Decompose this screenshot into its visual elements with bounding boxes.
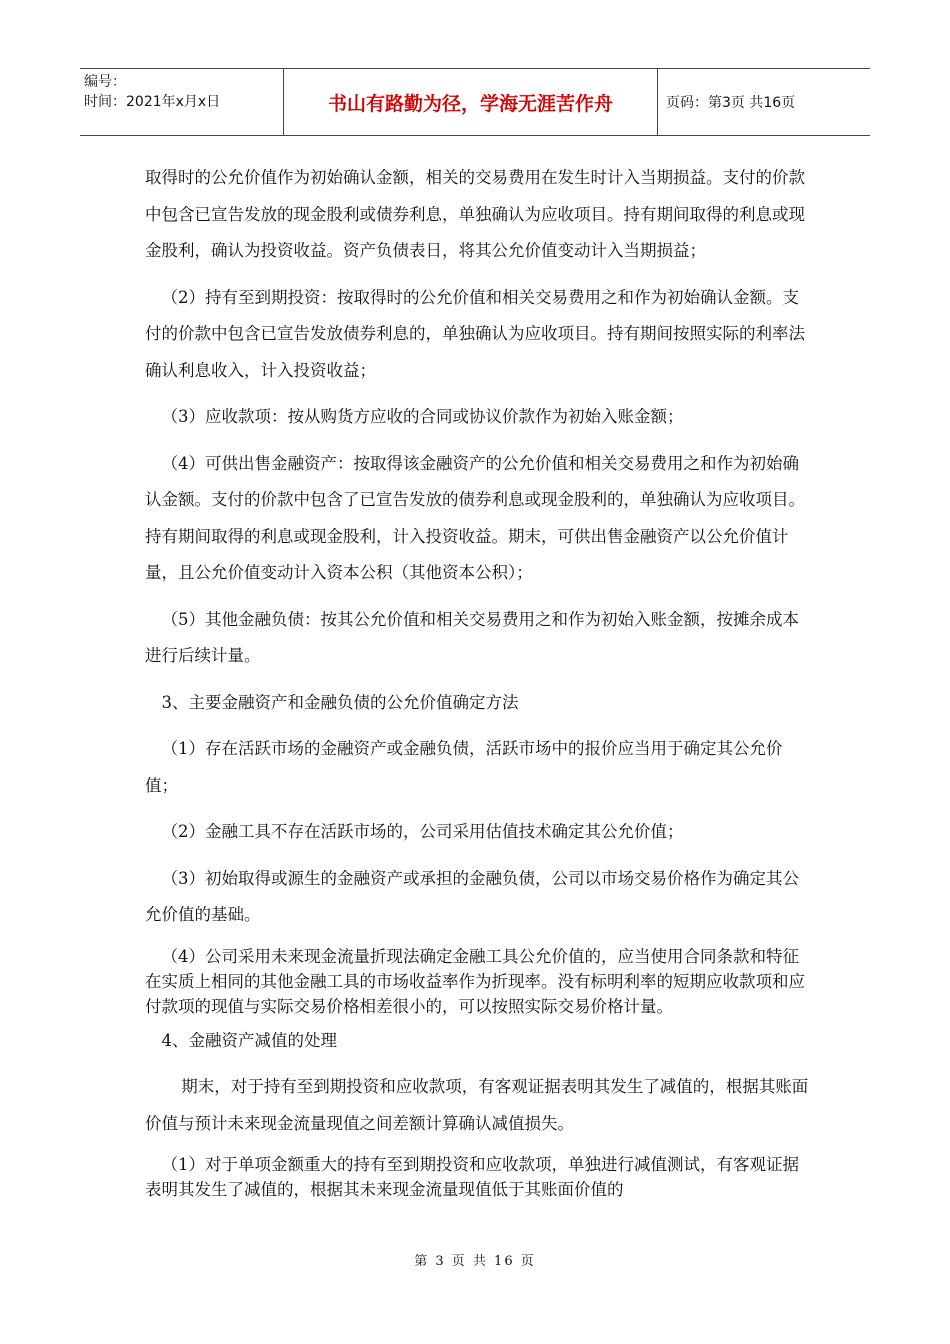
page-info: 页码：第3页 共16页 — [666, 95, 796, 111]
paragraph: （1）对于单项金额重大的持有至到期投资和应收款项，单独进行减值测试，有客观证据表明其发生了减值的，根据其未来现金流量现值低于其账面价值的 — [145, 1155, 799, 1199]
paragraph: （4）可供出售金融资产：按取得该金融资产的公允价值和相关交易费用之和作为初始确认金额。支付的价款中包含了已宣告发放的债券利息或现金股利的，单独确认为应收项目。持有期间取得的利息或现金股利，计入投资收益。期末，可供出售金融资产以公允价值计量，且公允价值变动计入资本公积（其他资本公积）； — [145, 453, 805, 582]
section-heading: 3、主要金融资产和金融负债的公允价值确定方法 — [161, 692, 519, 712]
time-label: 时间：2021年x月x日 — [84, 94, 221, 110]
paragraph: （1）存在活跃市场的金融资产或金融负债，活跃市场中的报价应当用于确定其公允价值； — [145, 739, 783, 795]
page-header — [80, 68, 870, 136]
paragraph: 期末，对于持有至到期投资和应收款项，有客观证据表明其发生了减值的，根据其账面价值与预计未来现金流量现值之间差额计算确认减值损失。 — [145, 1077, 809, 1133]
paragraph: （2）金融工具不存在活跃市场的，公司采用估值技术确定其公允价值； — [161, 822, 684, 841]
paragraph: （3）应收款项：按从购货方应收的合同或协议价款作为初始入账金额； — [161, 407, 684, 426]
motto: 书山有路勤为径，学海无涯苦作舟 — [284, 69, 658, 135]
paragraph: （3）初始取得或源生的金融资产或承担的金融负债，公司以市场交易价格作为确定其公允价值的基础。 — [145, 868, 799, 924]
paragraph: （2）持有至到期投资：按取得时的公允价值和相关交易费用之和作为初始确认金额。支付的价款中包含已宣告发放债券利息的，单独确认为应收项目。持有期间按照实际的利率法确认利息收入，计入投资收益； — [145, 287, 805, 380]
document-body — [145, 160, 810, 1206]
paragraph: 取得时的公允价值作为初始确认金额，相关的交易费用在发生时计入当期损益。支付的价款中包含已宣告发放的现金股利或债券利息，单独确认为应收项目。持有期间取得的利息或现金股利，确认为投资收益。资产负债表日，将其公允价值变动计入当期损益； — [145, 168, 805, 260]
number-label: 编号： — [84, 74, 126, 90]
header-meta — [80, 69, 284, 135]
paragraph: （4）公司采用未来现金流量折现法确定金融工具公允价值的，应当使用合同条款和特征在实质上相同的其他金融工具的市场收益率作为折现率。没有标明利率的短期应收款项和应付款项的现值与实际交易价格相差很小的，可以按照实际交易价格计量。 — [145, 946, 805, 1016]
paragraph: （5）其他金融负债：按其公允价值和相关交易费用之和作为初始入账金额，按摊余成本进行后续计量。 — [145, 609, 799, 665]
page-footer: 第 3 页 共 16 页 — [414, 1254, 536, 1269]
section-heading: 4、金融资产减值的处理 — [161, 1030, 337, 1050]
